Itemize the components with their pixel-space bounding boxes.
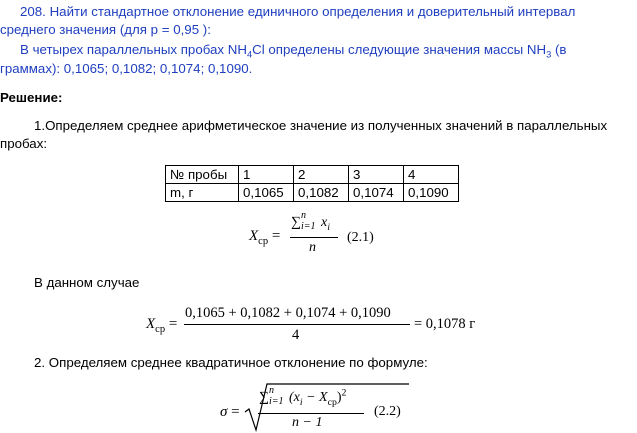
formula3-denominator: n − 1 bbox=[292, 415, 323, 430]
sigma-symbol: σ bbox=[220, 404, 228, 420]
problem-text-4: граммах): 0,1065; 0,1082; 0,1074; 0,1090. bbox=[0, 61, 253, 76]
problem-line-4 bbox=[0, 61, 252, 76]
formula3-eq: = bbox=[231, 404, 240, 420]
problem-line-3 bbox=[20, 42, 567, 60]
formula3-fraction-line bbox=[258, 413, 364, 414]
measurements-table bbox=[165, 165, 459, 202]
formula3-sub-i: i bbox=[299, 396, 303, 408]
table-cell: 4 bbox=[404, 166, 459, 184]
formula3-sub-sr: ср bbox=[327, 396, 337, 408]
table-cell: 0,1090 bbox=[404, 184, 459, 202]
solution-heading: Решение: bbox=[0, 90, 63, 105]
table-cell: № пробы bbox=[166, 166, 239, 184]
formula3-body-1: (x bbox=[288, 390, 300, 405]
table-cell: 2 bbox=[294, 166, 349, 184]
formula2-eq: = bbox=[168, 316, 178, 332]
formula3-body-3: ) bbox=[336, 390, 342, 405]
formula2-lhs bbox=[146, 316, 177, 333]
formula3-label: (2.2) bbox=[374, 404, 401, 419]
problem-line-2 bbox=[0, 22, 211, 37]
formula1-lhs-sub: ср bbox=[258, 236, 269, 247]
formula3-lhs bbox=[220, 404, 240, 421]
formula2-lhs-var: X bbox=[146, 316, 156, 332]
formula1-lhs bbox=[249, 228, 280, 245]
table-cell: m, г bbox=[166, 184, 239, 202]
formula1-eq: = bbox=[271, 228, 281, 244]
formula2-lhs-sub: ср bbox=[155, 324, 166, 335]
problem-text-1: 208. Найти стандартное отклонение единичного определения и доверительный интервал bbox=[20, 4, 576, 19]
table-cell: 0,1082 bbox=[294, 184, 349, 202]
sum-upper: n bbox=[300, 209, 306, 221]
step2-text: 2. Определяем среднее квадратичное отклонение по формуле: bbox=[34, 355, 428, 370]
formula1-label: (2.1) bbox=[347, 230, 374, 245]
table-cell: 0,1074 bbox=[349, 184, 404, 202]
problem-text-3c: (в bbox=[551, 42, 567, 57]
sum-lower-2: i=1 bbox=[268, 395, 284, 407]
formula1-var-sub: i bbox=[327, 221, 330, 233]
table-row bbox=[166, 184, 459, 202]
formula2-numerator: 0,1065 + 0,1082 + 0,1074 + 0,1090 bbox=[185, 305, 391, 321]
sum-upper-2: n bbox=[268, 384, 274, 396]
formula1-fraction-line bbox=[290, 237, 338, 238]
formula1-denominator: n bbox=[309, 240, 316, 255]
formula2-fraction-line bbox=[184, 324, 410, 325]
table-row bbox=[166, 166, 459, 184]
formula3-square: 2 bbox=[341, 387, 347, 399]
case-text: В данном случае bbox=[34, 275, 140, 290]
table-cell: 0,1065 bbox=[239, 184, 294, 202]
problem-line-1 bbox=[20, 4, 575, 19]
sum-limits bbox=[300, 209, 321, 232]
problem-text-2: среднего значения (для p = 0,95 ): bbox=[0, 22, 211, 37]
formula1-numerator bbox=[291, 209, 330, 233]
formula3-body-2: − X bbox=[302, 390, 328, 405]
step1-line-2: пробах: bbox=[0, 136, 48, 151]
step1-line-1: 1.Определяем среднее арифметическое значение из полученных значений в параллельных bbox=[34, 118, 608, 133]
nh4-subscript: 4 bbox=[246, 49, 253, 60]
problem-text-3a: В четырех параллельных пробах NH bbox=[20, 42, 247, 57]
problem-text-3b: Cl определены следующие значения массы NH bbox=[252, 42, 547, 57]
sum-limits-2 bbox=[268, 384, 289, 407]
formula2-result: = 0,1078 г bbox=[414, 316, 476, 332]
sum-lower: i=1 bbox=[300, 220, 316, 232]
nh3-subscript: 3 bbox=[546, 49, 552, 60]
table-cell: 1 bbox=[239, 166, 294, 184]
sum-symbol-2: ∑ bbox=[259, 390, 269, 405]
formula2-denominator: 4 bbox=[292, 327, 300, 343]
formula1-lhs-var: X bbox=[249, 228, 259, 244]
sum-symbol: ∑ bbox=[291, 215, 301, 230]
formula1-var: x bbox=[320, 215, 328, 230]
table-cell: 3 bbox=[349, 166, 404, 184]
formula3-numerator bbox=[259, 384, 347, 408]
